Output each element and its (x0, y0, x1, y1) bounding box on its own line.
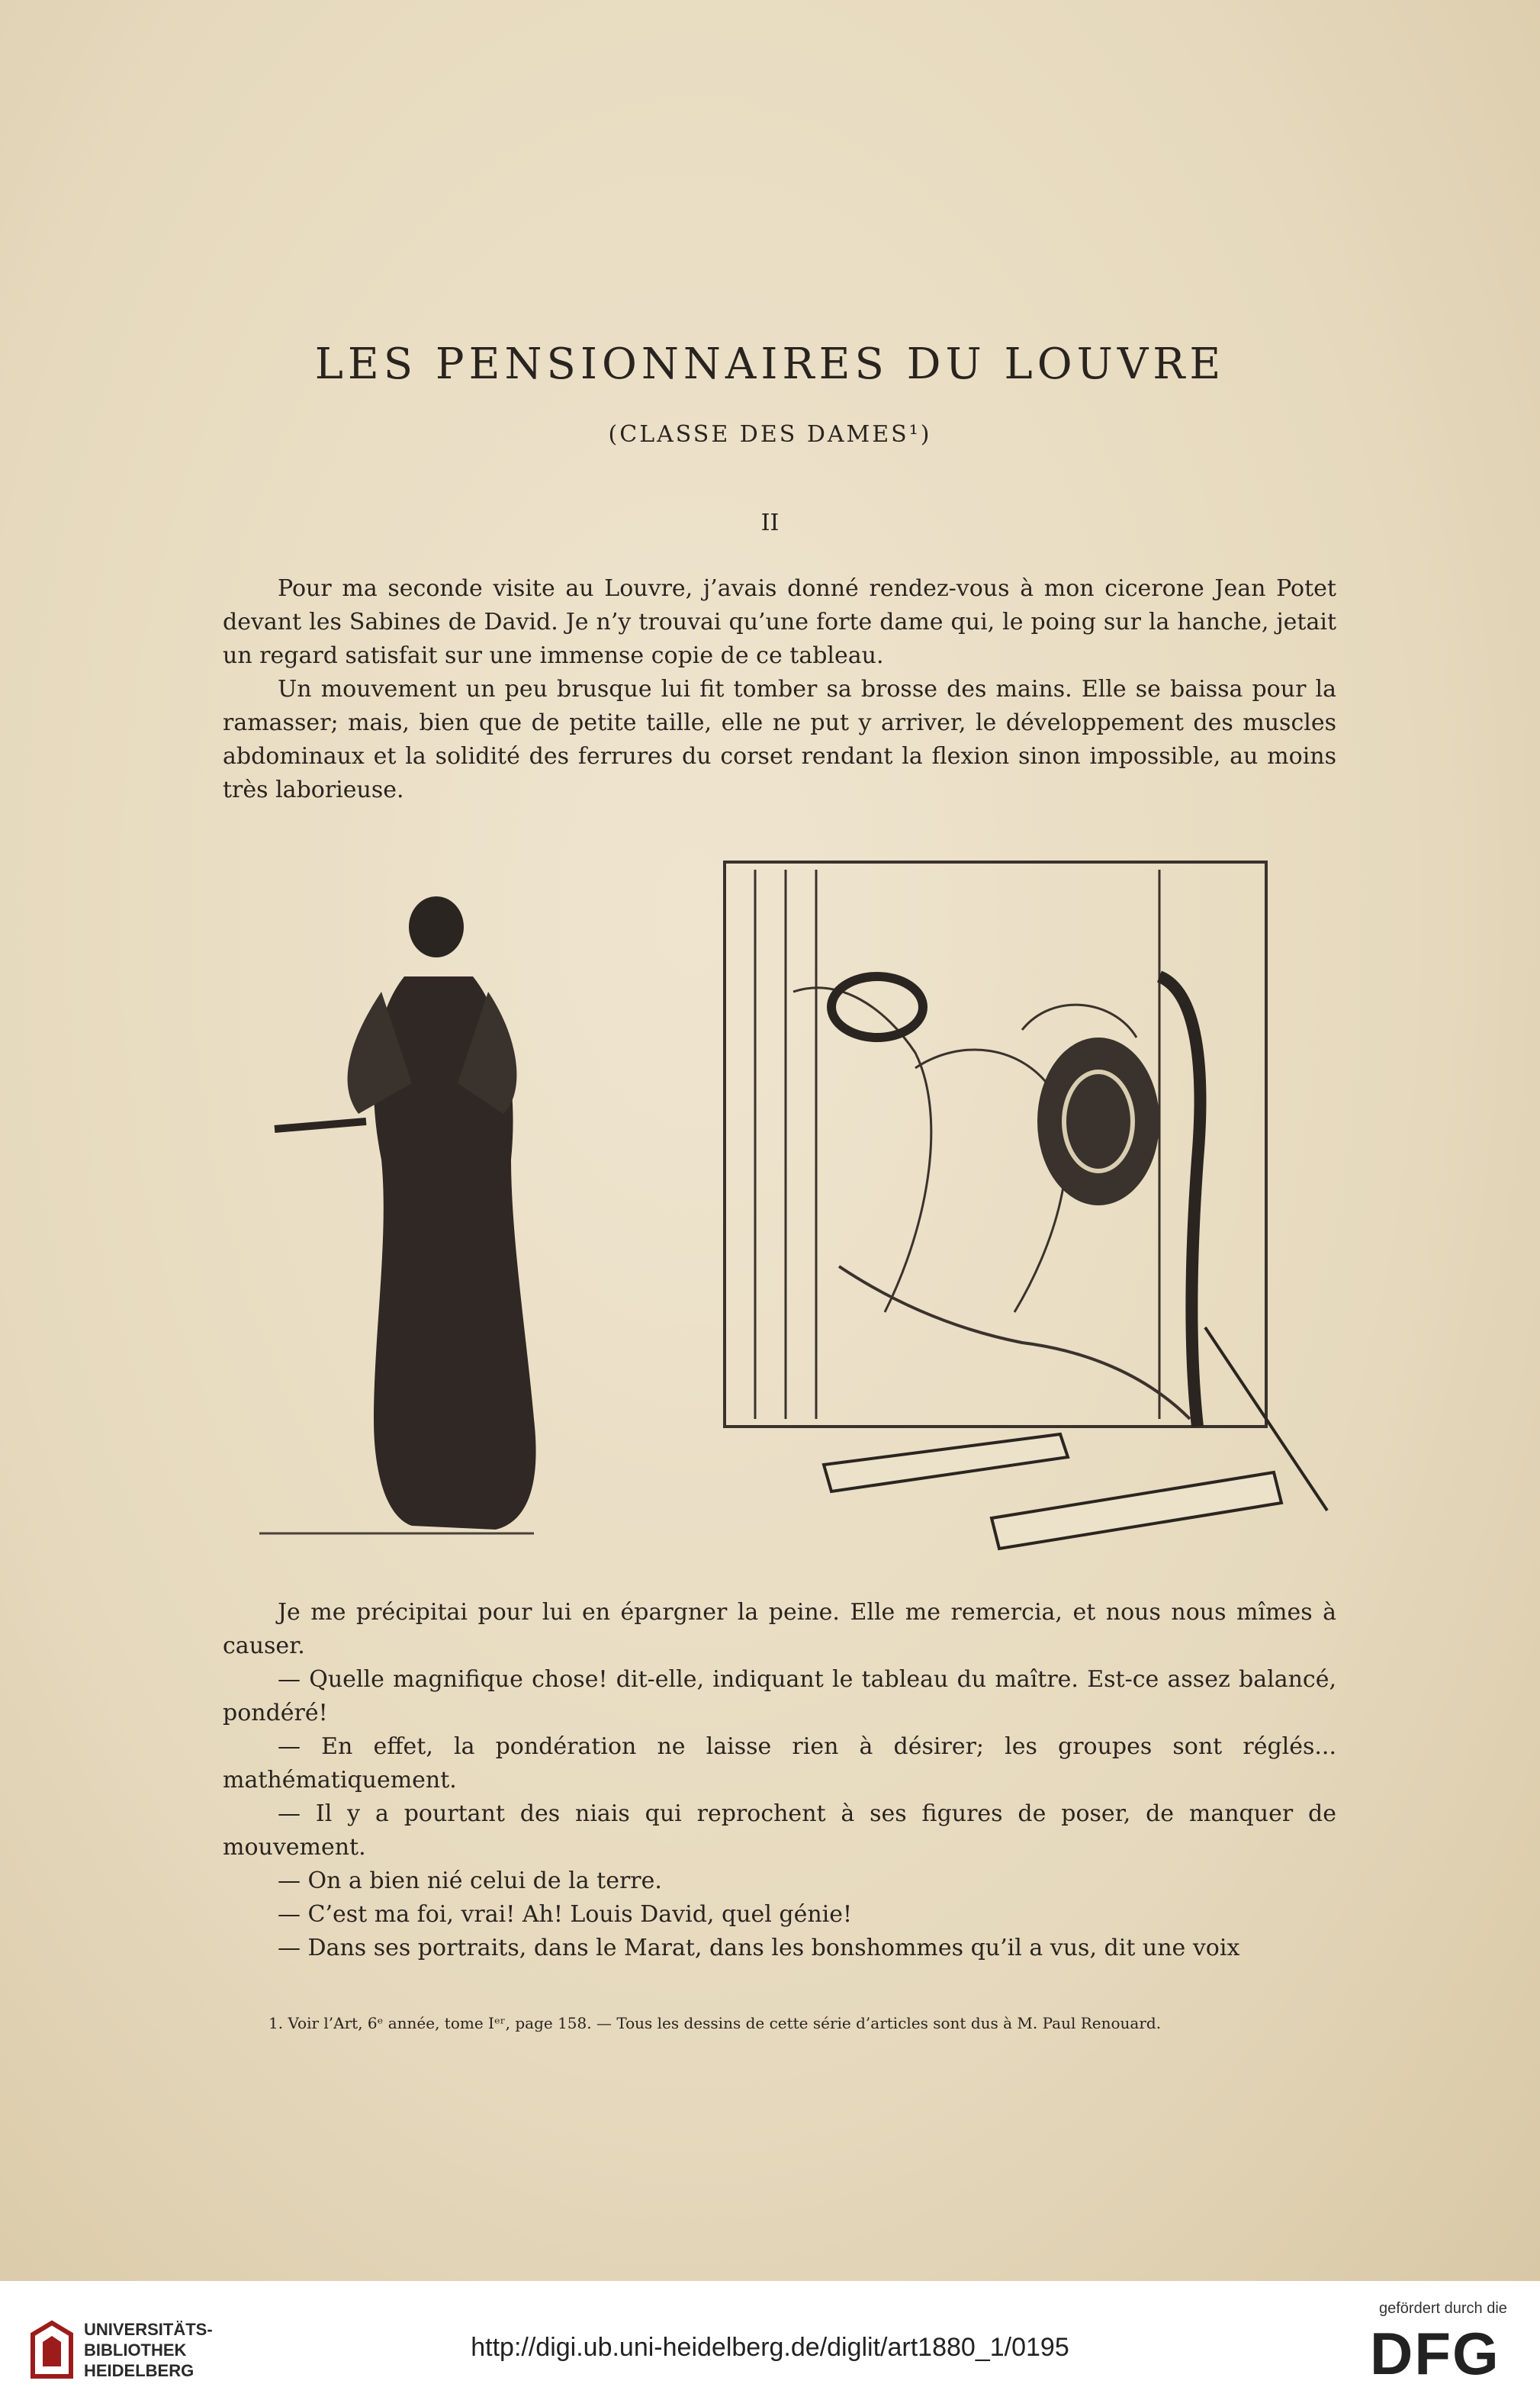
body-text-bottom (223, 1596, 1336, 1965)
paragraph: Je me précipitai pour lui en épargner la peine. Elle me remercia, et nous nous mîmes à causer. (223, 1599, 1336, 1659)
article-title: LES PENSIONNAIRES DU LOUVRE (314, 339, 1226, 389)
permalink-url[interactable]: http://digi.ub.uni-heidelberg.de/diglit/art1880_1/0195 (471, 2333, 1069, 2362)
paragraph: — C’est ma foi, vrai! Ah! Louis David, quel génie! (278, 1901, 853, 1928)
paragraph: Pour ma seconde visite au Louvre, j’avais donné rendez-vous à mon cicerone Jean Potet devant les Sabines de David. Je n’y trouvai qu’une forte dame qui, le poing sur la hanche, jetait un regard satisfait sur une immense copie de ce tableau. (223, 575, 1336, 669)
paragraph: Un mouvement un peu brusque lui fit tomber sa brosse des mains. Elle se baissa pour la ramasser; mais, bien que de petite taille, elle ne put y arriver, le développement des muscles abdominaux et la solidité des ferrures du corset rendant la flexion sinon impossible, au moins très laborieuse. (223, 676, 1336, 803)
paragraph: — Quelle magnifique chose! dit-elle, indiquant le tableau du maître. Est-ce assez balancé, pondéré! (223, 1666, 1336, 1726)
paragraph: — On a bien nié celui de la terre. (278, 1868, 662, 1894)
section-number: II (760, 510, 780, 536)
paragraph: — Dans ses portraits, dans le Marat, dans les bonshommes qu’il a vus, dit une voix (278, 1935, 1240, 1961)
footnote: 1. Voir l’Art, 6ᵉ année, tome Iᵉʳ, page 158. — Tous les dessins de cette série d’articles sont dus à M. Paul Renouard. (268, 2014, 1162, 2032)
engraving-illustration (259, 839, 1335, 1564)
woman-figure-drawing (259, 896, 536, 1533)
funding-note: gefördert durch die (1379, 2300, 1507, 2317)
canvas-stretchers-drawing (824, 1327, 1327, 1549)
body-text-top (223, 572, 1336, 807)
article-subtitle: (CLASSE DES DAMES¹) (608, 421, 932, 448)
paragraph: — Il y a pourtant des niais qui reprochent à ses figures de poser, de manquer de mouvement. (223, 1800, 1336, 1861)
university-library-name: UNIVERSITÄTS- BIBLIOTHEK HEIDELBERG (84, 2320, 213, 2380)
dfg-logo: DFG (1370, 2320, 1500, 2387)
paragraph: — En effet, la pondération ne laisse rien à désirer; les groupes sont réglés... mathématiquement. (223, 1733, 1336, 1794)
painting-copy-drawing (725, 862, 1266, 1427)
